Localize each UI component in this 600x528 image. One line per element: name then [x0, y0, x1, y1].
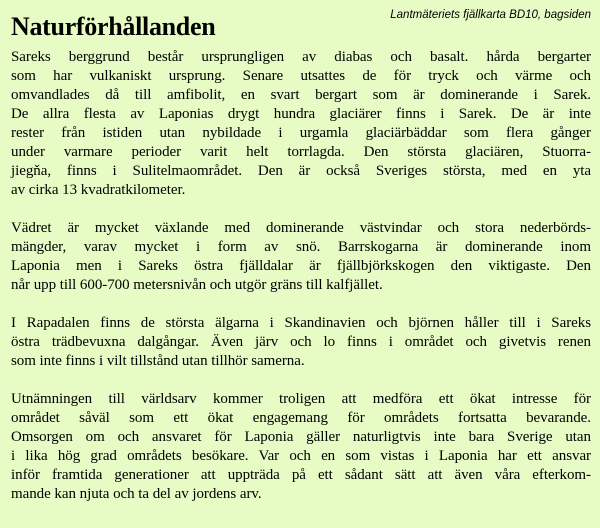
text-line: under varmare perioder varit helt torrlagda. Den största glaciären, Stuorra-	[11, 144, 591, 160]
text-line: Laponia men i Sareks östra fjälldalar är fjällbjörkskogen den viktigaste. Den	[11, 258, 591, 274]
text-line: omvandlades då till amfibolit, en svart bergart som är dominerande i Sarek.	[11, 87, 591, 103]
paragraph-3	[11, 314, 591, 371]
text-line: I Rapadalen finns de största älgarna i Skandinavien och björnen håller till i Sareks	[11, 315, 591, 331]
text-line: som har vulkaniskt ursprung. Senare utsattes de för tryck och värme och	[11, 68, 591, 84]
text-line: området såväl som ett ökat engagemang för områdets fortsatta bevarande.	[11, 410, 591, 426]
text-line: Vädret är mycket växlande med dominerande västvindar och stora nederbörds-	[11, 220, 591, 236]
text-line: Utnämningen till världsarv kommer troligen att medföra ett ökat intresse för	[11, 391, 591, 407]
text-line: östra trädbevuxna dalgångar. Även järv och lo finns i området och givetvis renen	[11, 334, 591, 350]
text-line: rester från istiden utan nybildade i urgamla glaciärbäddar som flera gånger	[11, 125, 591, 141]
text-line: inför framtida generationer att uppträda på ett sådant sätt att även våra efterkom-	[11, 467, 591, 483]
page-title: Naturförhållanden	[11, 12, 216, 41]
text-line: mande kan njuta och ta del av jordens arv.	[11, 486, 262, 502]
text-line: når upp till 600-700 metersnivån och utgör gräns till kalfjället.	[11, 277, 383, 293]
text-line: av cirka 13 kvadratkilometer.	[11, 182, 186, 198]
body-text	[11, 48, 591, 504]
header	[11, 8, 591, 48]
text-line: Omsorgen om och ansvaret för Laponia gäller naturligtvis inte bara Sverige utan	[11, 429, 591, 445]
paragraph-4	[11, 390, 591, 504]
text-line: De allra flesta av Laponias drygt hundra glaciärer finns i Sarek. De är inte	[11, 106, 591, 122]
text-line: i lika hög grad områdets besökare. Var och en som vistas i Laponia har ett ansvar	[11, 448, 591, 464]
source-caption: Lantmäteriets fjällkarta BD10, bagsiden	[390, 9, 591, 21]
text-line: jiegňa, finns i Sulitelmaområdet. Den är också Sveriges största, med en yta	[11, 163, 591, 179]
paragraph-2	[11, 219, 591, 295]
text-line: som inte finns i vilt tillstånd utan tillhör samerna.	[11, 353, 305, 369]
text-line: Sareks berggrund består ursprungligen av diabas och basalt. hårda bergarter	[11, 49, 591, 65]
paragraph-1	[11, 48, 591, 200]
text-line: mängder, varav mycket i form av snö. Barrskogarna är dominerande inom	[11, 239, 591, 255]
